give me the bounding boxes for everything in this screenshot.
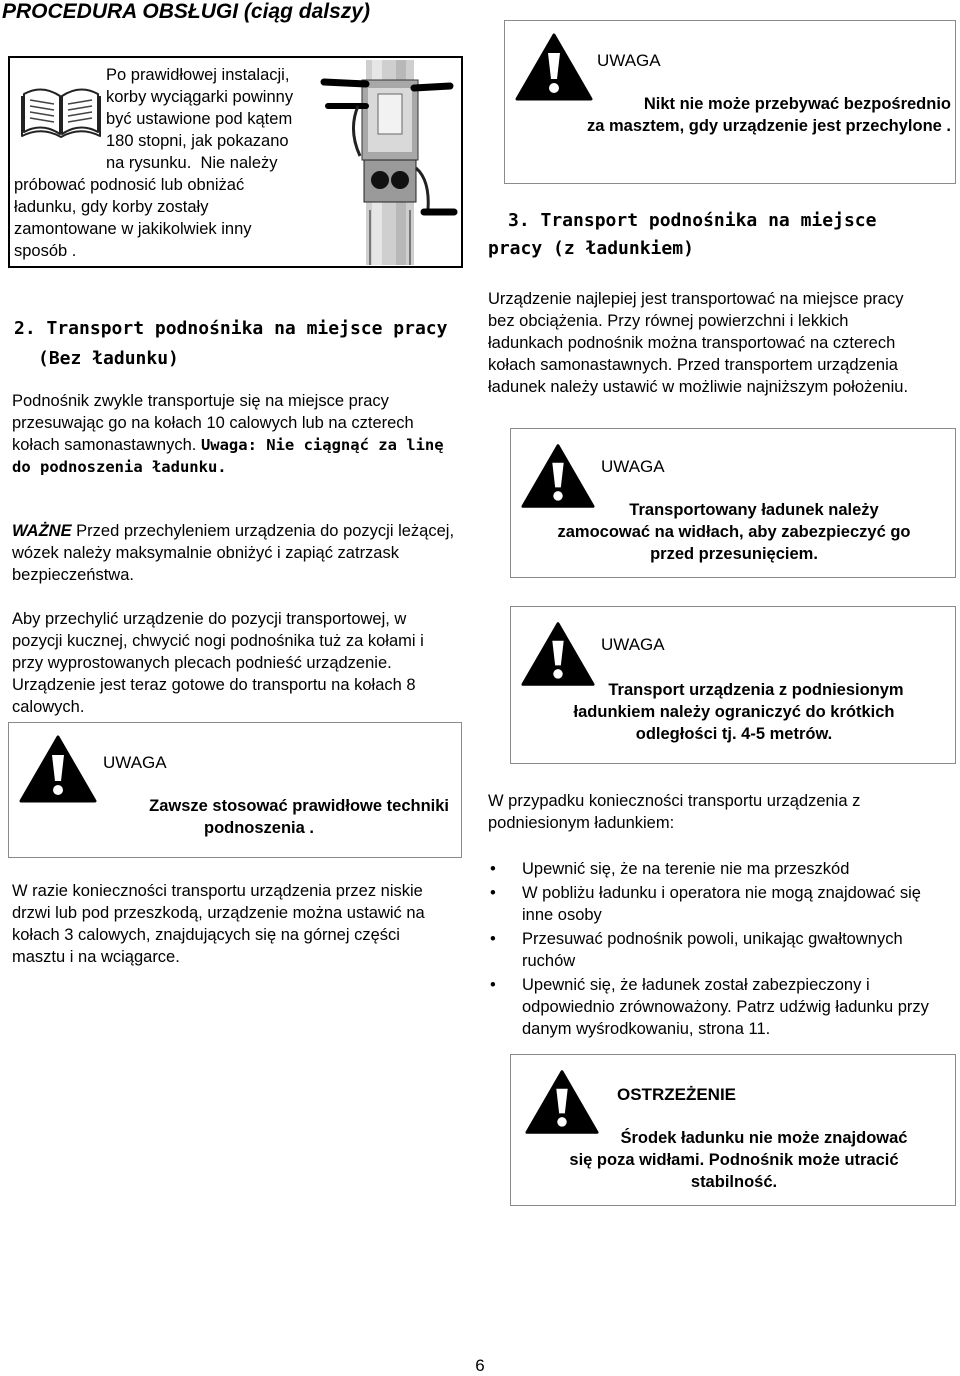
warning-line: zamocować na widłach, aby zabezpieczyć go bbox=[557, 523, 911, 541]
install-note-line: zamontowane w jakikolwiek inny bbox=[14, 220, 252, 238]
warning-box-short-distance bbox=[510, 606, 956, 764]
warning-title: OSTRZEŻENIE bbox=[617, 1085, 737, 1104]
warning-triangle-icon bbox=[521, 621, 595, 687]
install-note-text bbox=[14, 64, 314, 262]
warning-box-secure-load bbox=[510, 428, 956, 578]
warning-line: ładunkiem należy ograniczyć do krótkich bbox=[573, 703, 895, 721]
lift-mast-crank-illustration bbox=[318, 60, 460, 265]
warning-title: UWAGA bbox=[597, 51, 661, 70]
warning-title: UWAGA bbox=[601, 635, 665, 654]
warning-line: się poza widłami. Podnośnik może utracić bbox=[569, 1151, 899, 1169]
warning-text bbox=[69, 795, 449, 839]
warning-text bbox=[511, 93, 951, 137]
warning-box-lifting bbox=[8, 722, 462, 858]
install-note-line: ładunku, gdy korby zostały bbox=[14, 198, 209, 216]
bullet-icon: • bbox=[490, 860, 496, 878]
loaded-transport-checklist bbox=[488, 858, 936, 1042]
warning-line: Zawsze stosować prawidłowe techniki bbox=[149, 797, 449, 815]
warning-line: odległości tj. 4-5 metrów. bbox=[635, 725, 833, 743]
install-note-line: Po prawidłowej instalacji, bbox=[106, 66, 290, 84]
list-item: • Upewnić się, że na terenie nie ma przeszkód bbox=[490, 860, 850, 878]
bullet-icon: • bbox=[490, 930, 496, 948]
install-note-box bbox=[8, 56, 463, 268]
warning-title: UWAGA bbox=[103, 753, 167, 772]
warning-line: Nikt nie może przebywać bezpośrednio bbox=[643, 95, 951, 113]
warning-title: UWAGA bbox=[601, 457, 665, 476]
warning-line: Transportowany ładunek należy bbox=[629, 501, 879, 519]
tilt-paragraph: Aby przechylić urządzenie do pozycji transportowej, w pozycji kucznej, chwycić nogi podnośnika tuż za kołami i przy wyprostowanych plecach podnieść urządzenie. Urządzenie jest teraz gotowe do transportu na kołach 8 calowych. bbox=[12, 610, 424, 716]
warning-line: za masztem, gdy urządzenie jest przechylone . bbox=[586, 117, 951, 135]
warning-text bbox=[515, 679, 953, 745]
bullet-icon: • bbox=[490, 884, 496, 902]
page-number: 6 bbox=[475, 1356, 485, 1375]
install-note-line: 180 stopni, jak pokazano bbox=[106, 132, 289, 150]
important-label: WAŻNE bbox=[12, 522, 72, 540]
warning-triangle-icon bbox=[525, 1069, 599, 1135]
bullet-icon: • bbox=[490, 976, 496, 994]
section-3-heading-cont bbox=[488, 234, 694, 264]
warning-line: stabilność. bbox=[690, 1173, 778, 1191]
warning-text bbox=[515, 499, 953, 565]
important-text: Przed przechyleniem urządzenia do pozycji leżącej, wózek należy maksymalnie obniżyć i zapiąć zatrzask bezpieczeństwa. bbox=[12, 522, 455, 584]
page-title: PROCEDURA OBSŁUGI (ciąg dalszy) bbox=[2, 0, 370, 23]
warning-triangle-icon bbox=[19, 735, 97, 803]
warning-line: podnoszenia . bbox=[203, 819, 314, 837]
section-3-paragraph: Urządzenie najlepiej jest transportować na miejsce pracy bez obciążenia. Przy równej powierzchni i lekkich ładunkach podnośnik można transportować na czterech kołach samonastawnych. Przed transportem urządzenia ładunek należy ustawić w możliwie najniższym położeniu. bbox=[488, 290, 909, 396]
install-note-line: korby wyciągarki powinny bbox=[106, 88, 294, 106]
install-note-line: próbować podnosić lub obniżać bbox=[14, 176, 245, 194]
install-note-line: być ustawione pod kątem bbox=[106, 110, 293, 128]
list-item: • Przesuwać podnośnik powoli, unikając gwałtownych ruchów bbox=[490, 930, 903, 970]
install-note-line: na rysunku. Nie należy bbox=[106, 154, 278, 172]
door-paragraph: W razie konieczności transportu urządzenia przez niskie drzwi lub pod przeszkodą, urządzenie można ustawić na kołach 3 calowych, znajdujących się na górnej części masztu i na wciągarce. bbox=[12, 882, 425, 966]
warning-line: przed przesunięciem. bbox=[650, 545, 818, 563]
heading-line: 3. Transport podnośnika na miejsce bbox=[508, 210, 877, 231]
important-note bbox=[12, 520, 462, 586]
heading-line: pracy (z ładunkiem) bbox=[488, 238, 694, 259]
warning-triangle-icon bbox=[515, 33, 593, 101]
pull-rope-warning: Uwaga: Nie ciągnąć za linę do podnoszenia ładunku. bbox=[12, 436, 444, 476]
warning-line: Środek ładunku nie może znajdować bbox=[620, 1129, 908, 1147]
heading-line: (Bez ładunku) bbox=[38, 348, 179, 369]
list-item: • W pobliżu ładunku i operatora nie mogą znajdować się inne osoby bbox=[490, 884, 921, 924]
section-2-heading bbox=[14, 314, 447, 374]
loaded-transport-intro: W przypadku konieczności transportu urządzenia z podniesionym ładunkiem: bbox=[488, 792, 861, 832]
warning-text bbox=[515, 1127, 953, 1193]
heading-line: 2. Transport podnośnika na miejsce pracy bbox=[14, 318, 448, 339]
warning-box-center-of-load bbox=[510, 1054, 956, 1206]
section-3-heading bbox=[508, 206, 876, 236]
paragraph-text: Podnośnik zwykle transportuje się na miejsce pracy przesuwając go na kołach 10 calowych lub na czterech kołach samonastawnych. bbox=[12, 392, 414, 454]
list-item: • Upewnić się, że ładunek został zabezpieczony i odpowiednio zrównoważony. Patrz udźwig ładunku przy danym wyśrodkowaniu, strona 11. bbox=[490, 976, 929, 1038]
warning-box-mast bbox=[504, 20, 956, 184]
warning-line: Transport urządzenia z podniesionym bbox=[608, 681, 904, 699]
install-note-line: sposób . bbox=[14, 242, 77, 260]
section-2-paragraph bbox=[12, 390, 452, 478]
